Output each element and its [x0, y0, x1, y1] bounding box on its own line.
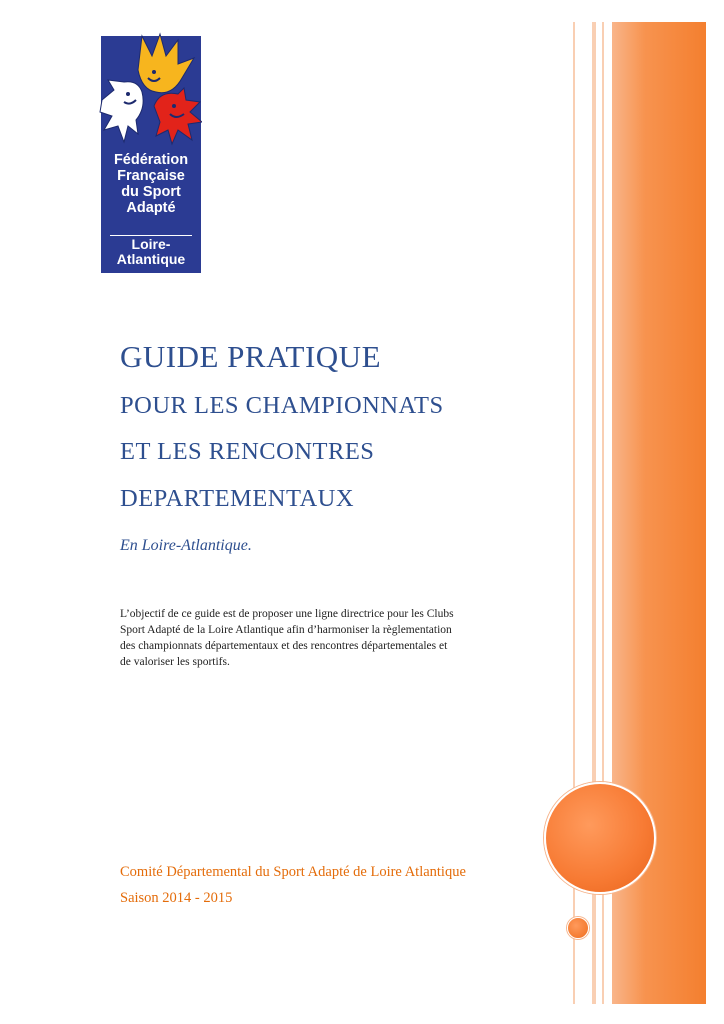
intro-line: des championnats départementaux et des rencontres départementales et: [120, 640, 448, 652]
logo-line: Française: [117, 168, 185, 184]
mascot-figures-icon: [98, 30, 202, 160]
logo-federation-text: [101, 152, 201, 216]
footer-season: Saison 2014 - 2015: [120, 890, 233, 906]
decor-large-circle: [544, 782, 656, 894]
intro-line: Sport Adapté de la Loire Atlantique afin d’harmoniser la règlementation: [120, 624, 452, 636]
document-title: GUIDE PRATIQUE: [120, 339, 382, 374]
title-line-1: POUR LES CHAMPIONNATS: [120, 392, 444, 419]
document-subtitle: En Loire-Atlantique.: [120, 537, 252, 554]
intro-line: de valoriser les sportifs.: [120, 656, 230, 668]
title-line-2: ET LES RENCONTRES: [120, 438, 375, 465]
logo-line: Loire-: [131, 236, 171, 252]
intro-line: L’objectif de ce guide est de proposer une ligne directrice pour les Clubs: [120, 608, 454, 620]
intro-paragraph: [120, 606, 540, 670]
logo-line: Adapté: [126, 200, 176, 216]
logo-line: Atlantique: [116, 251, 186, 267]
decor-small-circle: [567, 917, 589, 939]
title-line-3: DEPARTEMENTAUX: [120, 485, 355, 512]
logo-line: du Sport: [121, 184, 181, 200]
ffsa-logo: [98, 30, 202, 274]
logo-line: Fédération: [113, 152, 189, 168]
logo-department-text: [101, 237, 201, 267]
footer-organization: Comité Départemental du Sport Adapté de Loire Atlantique: [120, 864, 466, 880]
